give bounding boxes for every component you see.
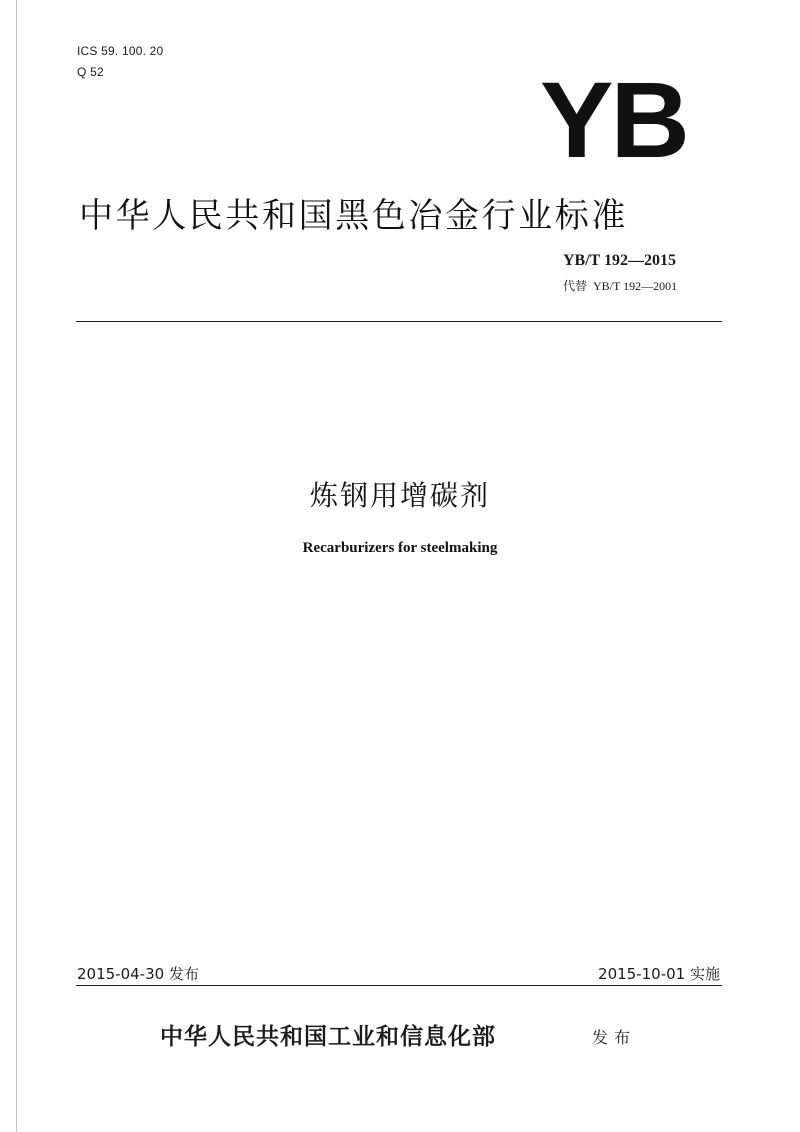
ccs-code: Q 52 [77,65,104,79]
publisher-name: 中华人民共和国工业和信息化部 [160,1023,496,1050]
replaces-label: 代替 [563,279,588,293]
document-title-en: Recarburizers for steelmaking [302,540,498,556]
industry-standard-title: 中华人民共和国黑色冶金行业标准 [79,196,628,236]
standard-number: YB/T 192—2015 [563,252,677,269]
document-title-cn: 炼钢用增碳剂 [309,479,490,512]
replaces-line [563,277,677,294]
yb-logo: YB [540,59,687,180]
header-divider [76,321,722,322]
ics-code: ICS 59. 100. 20 [77,44,164,58]
scan-edge-line [16,0,17,1132]
publish-label: 发布 [592,1028,637,1047]
footer-divider [76,985,722,986]
issue-date: 2015-04-30 发布 [77,965,199,983]
implementation-date: 2015-10-01 实施 [598,965,720,983]
replaces-number: YB/T 192—2001 [593,279,678,293]
